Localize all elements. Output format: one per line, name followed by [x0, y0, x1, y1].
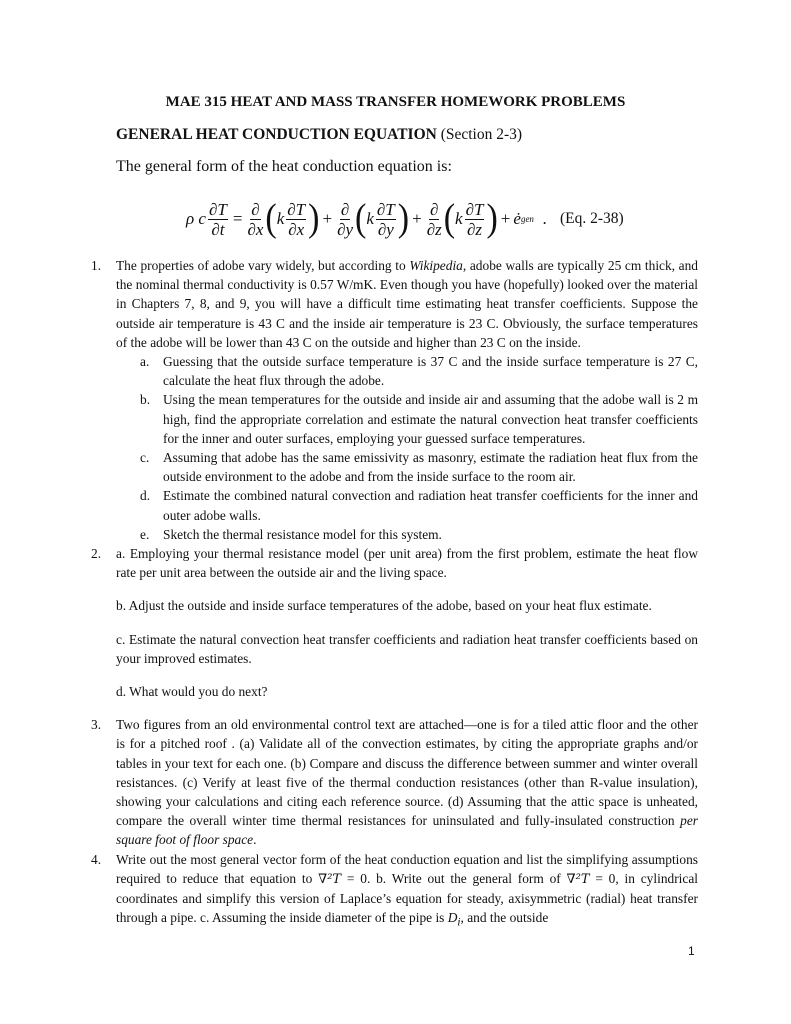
problem-3: 3. Two figures from an old environmental control text are attached—one is for a tiled attic floor and the other is for a pitched roof . (a) Validate all of the convection estimates, by citing the appropriate graphs and/or tables in your text for each one. (b) Compare and discuss the difference between summer and winter overall resistances. (c) Verify at least five of the thermal conduction resistances (other than R-value insulation), showing your calculations and citing each reference source. (d) Assuming that the attic space is unheated, compare the overall winter time thermal resistances for uninsulated and fully-insulated construction per square foot of floor space.: [91, 717, 698, 848]
wikipedia-reference: Wikipedia: [409, 258, 463, 273]
problem-2d: d. What would you do next?: [116, 684, 268, 700]
section-heading: [116, 126, 522, 144]
problem-number: 4.: [91, 851, 102, 867]
intro-text: The general form of the heat conduction equation is:: [116, 158, 452, 175]
section-reference: (Section 2-3): [440, 126, 523, 143]
problem-list: [91, 256, 698, 933]
equation-label: (Eq. 2-38): [560, 210, 624, 227]
problem-1c: c. Assuming that adobe has the same emissivity as masonry, estimate the radiation heat flux from the outside environment to the adobe and from the inside surface to the room air.: [140, 450, 698, 485]
problem-1e: e. Sketch the thermal resistance model for this system.: [140, 526, 442, 542]
page-title: MAE 315 HEAT AND MASS TRANSFER HOMEWORK PROBLEMS: [165, 94, 626, 110]
problem-number: 2.: [91, 546, 102, 562]
heat-conduction-equation: ρ c $\frac{\partial T}{\partial t}$ = $\frac{\partial}{\partial x}$ ( k $\frac{\partial T}{\partial x}$ ) + $\frac{\partial}{\partial y}$ ( k $\frac{\partial T}{\partial y}$ ) + $\frac{\partial}{\partial z}$ ( k $\frac{\partial T}{\partial z}$ ) + ė gen .: [186, 197, 547, 240]
problem-1: 1. The properties of adobe vary widely, but according to Wikipedia, adobe walls are typically 25 cm thick, and the nominal thermal conductivity is 0.57 W/mK. Even though you have (hopefully) looked over the material in Chapters 7, 8, and 9, you will have a difficult time estimating heat transfer coefficients. Suppose the outside air temperature is 43 C and the inside air temperature is 23 C. Obviously, the surface temperatures of the adobe will be lower than 43 C on the outside and higher than 23 C on the inside.: [91, 258, 699, 350]
section-title: GENERAL HEAT CONDUCTION EQUATION: [116, 126, 437, 143]
problem-number: 1.: [91, 258, 102, 273]
page-number: 1: [688, 944, 695, 958]
problem-1b: b. Using the mean temperatures for the outside and inside air and assuming that the adobe wall is 2 m high, find the appropriate correlation and estimate the natural convection heat transfer coefficients for the inner and outer surfaces, employing your guessed surface temperatures.: [140, 392, 698, 446]
problem-2: 2. a. Employing your thermal resistance model (per unit area) from the first problem, estimate the heat flow rate per unit area between the outside air and the living space.: [91, 546, 698, 581]
problem-1d: d. Estimate the combined natural convection and radiation heat transfer coefficients for the inner and outer adobe walls.: [140, 488, 698, 523]
problem-number: 3.: [91, 717, 102, 733]
problem-4: 4. Write out the most general vector form of the heat conduction equation and list the simplifying assumptions required to reduce that equation to ∇²T = 0. b. Write out the general form of ∇²T = 0, in cylindrical coordinates and simplify this version of Laplace’s equation for steady, axisymmetric (radial) heat transfer through a pipe. c. Assuming the inside diameter of the pipe is $D_i$, and the outside: [91, 851, 698, 929]
laplacian-expression: ∇²T: [318, 871, 342, 887]
laplacian-expression: ∇²T: [566, 871, 590, 887]
problem-2c: c. Estimate the natural convection heat transfer coefficients and radiation heat transfer coefficients based on your improved estimates.: [116, 631, 698, 666]
problem-2b: b. Adjust the outside and inside surface temperatures of the adobe, based on your heat flux estimate.: [116, 598, 652, 614]
problem-1a: a. Guessing that the outside surface temperature is 37 C and the inside surface temperature is 27 C, calculate the heat flux through the adobe.: [140, 354, 698, 389]
